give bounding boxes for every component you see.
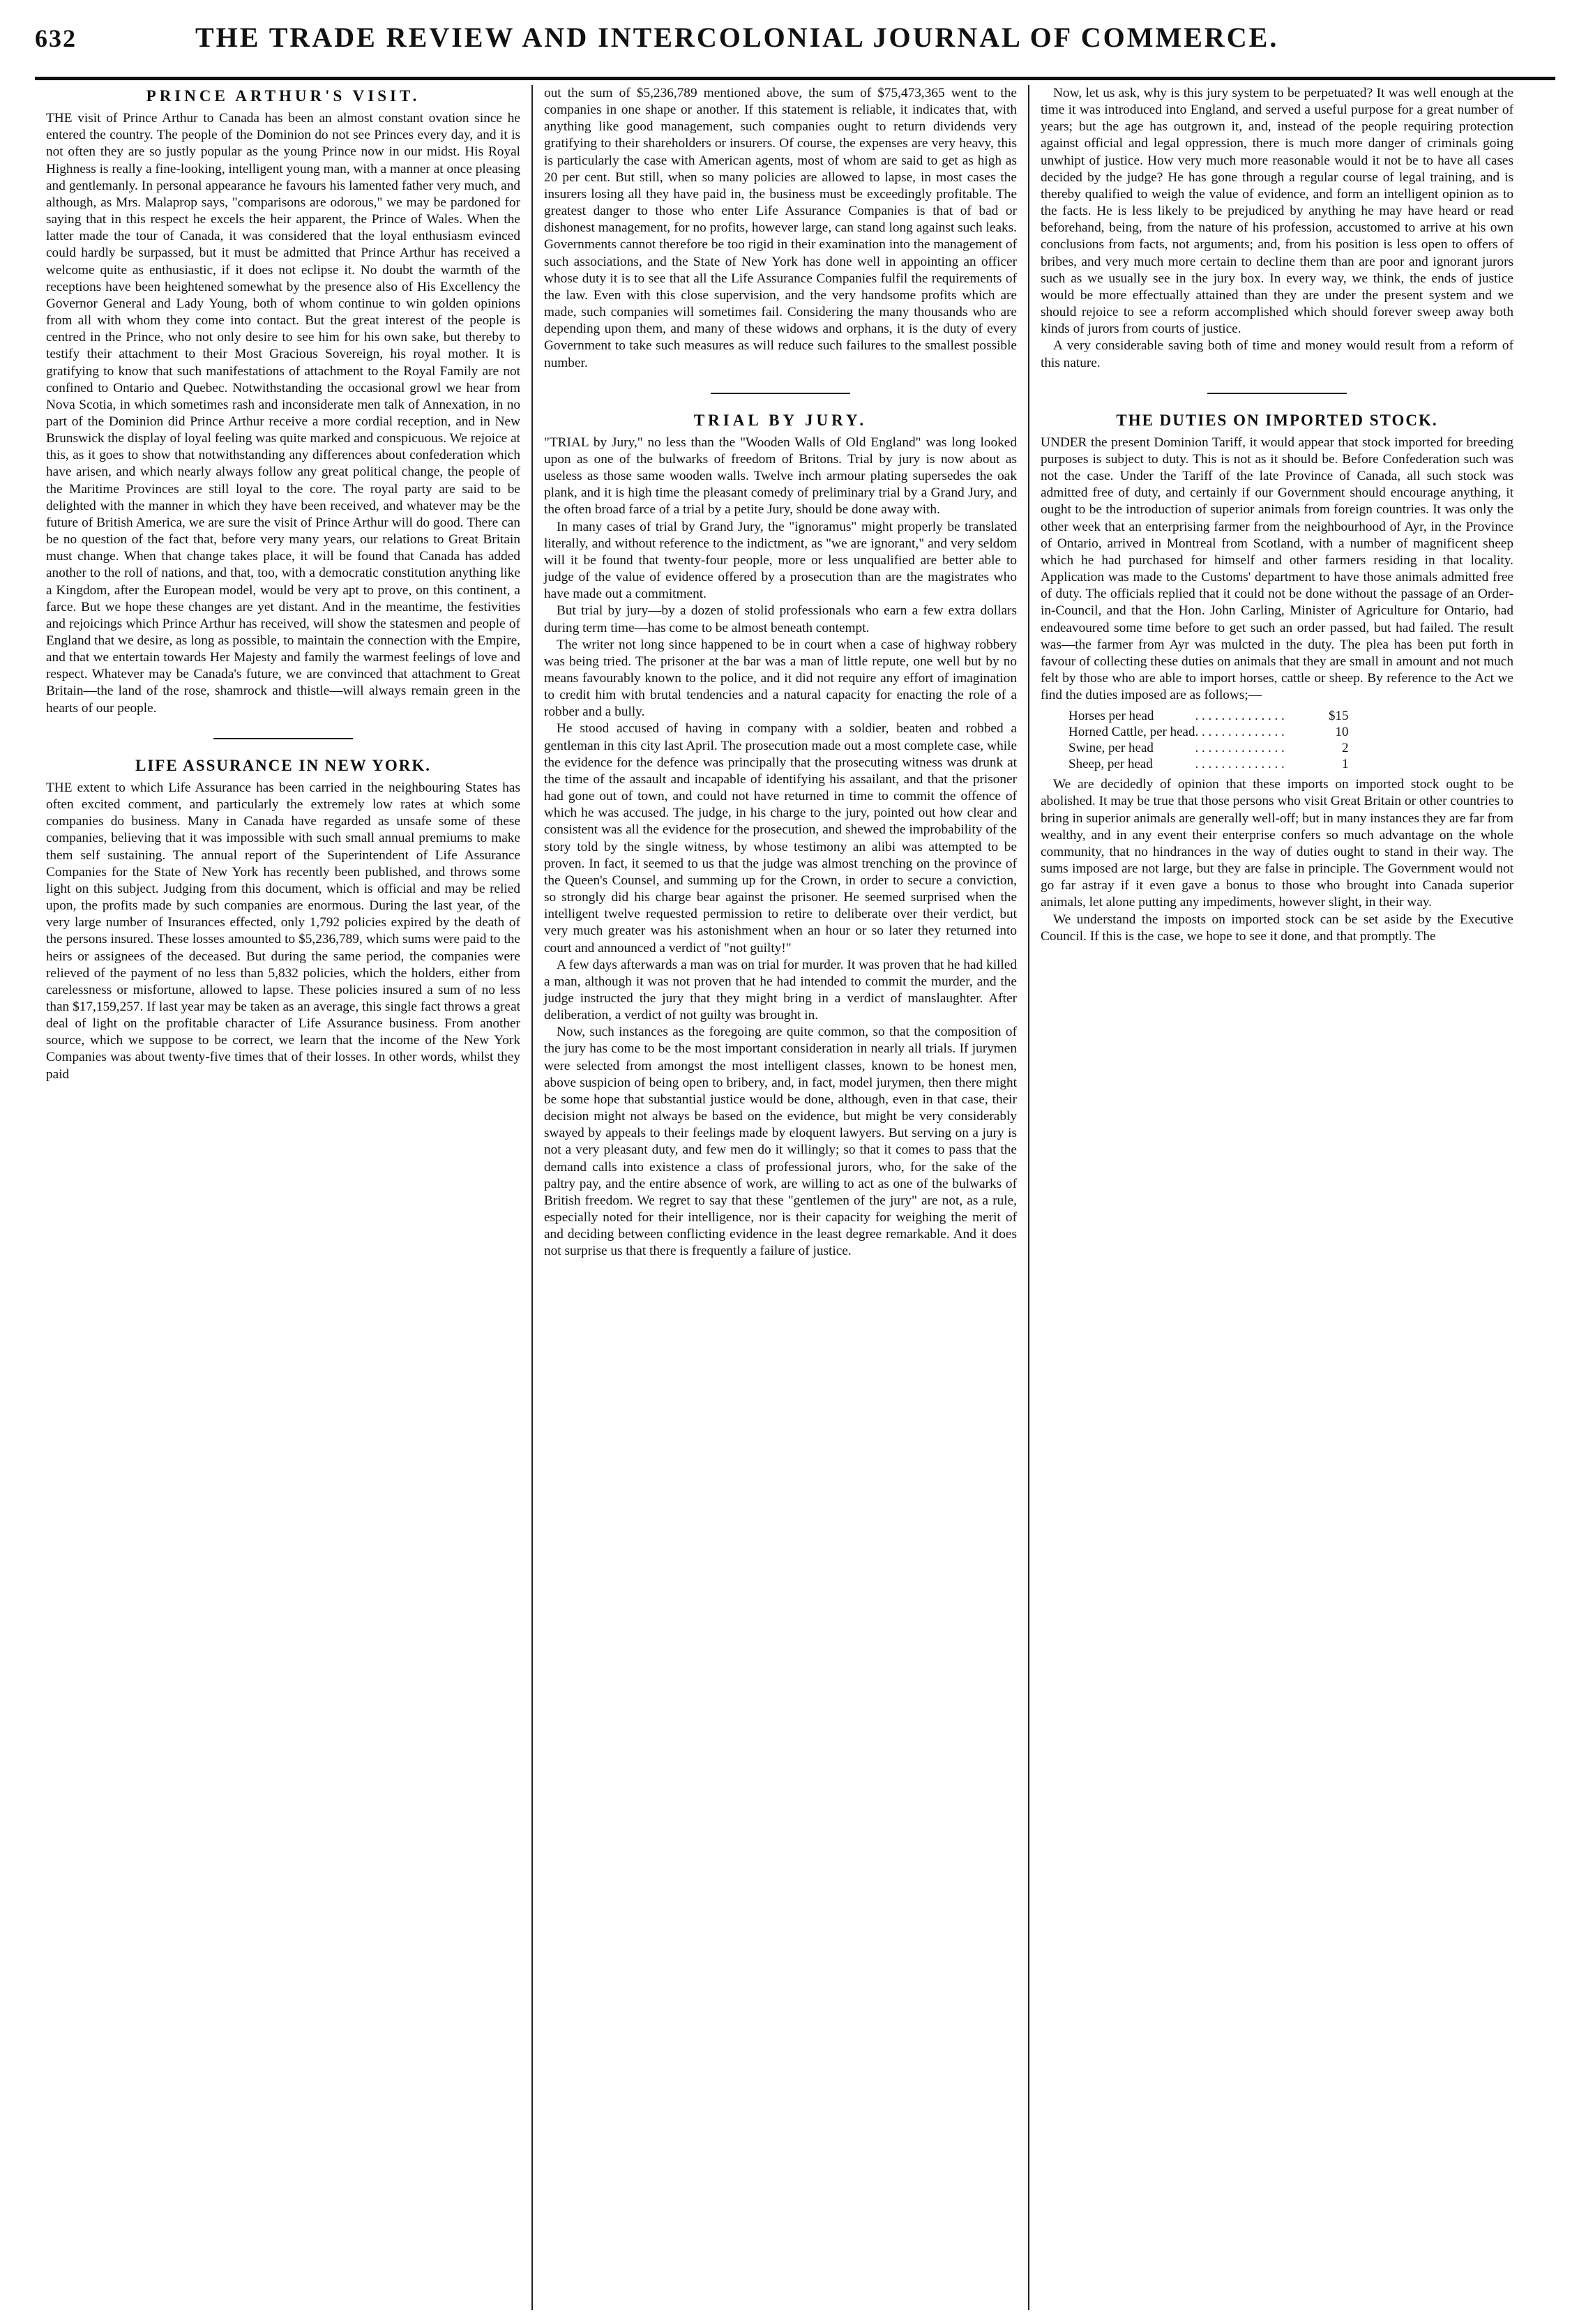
- duty-amount: 2: [1341, 741, 1349, 756]
- article-heading-life-assurance: LIFE ASSURANCE IN NEW YORK.: [135, 756, 431, 774]
- table-row: [1068, 724, 1348, 740]
- article-paragraph: THE extent to which Life Assurance has been carried in the neighbouring States has often excited comment, and particularly the extremely low rates at which some companies do business. Many in Canada have regarded as unsafe some of these companies, believing that it was impossible with such small annual premiums to make them self sustaining. The annual report of the Superintendent of Life Assurance Companies for the State of New York has recently been published, and throws some light on this subject. Judging from this document, which is official and may be relied upon, the profits made by such companies are enormous. During the last year, of the very large number of Insurances effected, only 1,792 policies expired by the death of the persons insured. These losses amounted to $5,236,789, which sums were paid to the heirs or assignees of the deceased. But during the same period, the companies were relieved of the payment of no less than 5,832 policies, which the holders, either from carelessness or misfortune, allowed to lapse. These policies insured a sum of no less than $17,159,257. If last year may be taken as an average, this single fact throws a great deal of light on the profitable character of Life Assurance business. From another source, which we suppose to be correct, we learn that the income of the New York Companies was about twenty-five times that of their losses. In other words, whilst they paid: [46, 780, 520, 1082]
- journal-title: THE TRADE REVIEW AND INTERCOLONIAL JOURNAL OF COMMERCE.: [195, 22, 1279, 53]
- leader-dots: . . . . . . . . . . . . . .: [1195, 725, 1285, 740]
- article-heading-prince-arthur: PRINCE ARTHUR'S VISIT.: [146, 87, 421, 105]
- article-paragraph: The writer not long since happened to be in court when a case of highway robbery was being tried. The prisoner at the bar was a man of little repute, one well but by no means favourably known to the police, and it did not require any effort of imagination to credit him with brutal tendencies and a natural capacity for enacting the role of a robber and a bully.: [544, 637, 1017, 720]
- leader-dots: . . . . . . . . . . . . . .: [1195, 741, 1285, 756]
- article-paragraph: THE visit of Prince Arthur to Canada has been an almost constant ovation since he entered the country. The people of the Dominion do not see Princes every day, and it is not often they are so justly popular as the young Prince now in our midst. His Royal Highness is really a fine-looking, intelligent young man, with a manner at once pleasing and gentlemanly. In personal appearance he favours his lamented father very much, and although, as Mrs. Malaprop says, "comparisons are odorous," we may be pardoned for saying that in this respect he excels the heir apparent, the Prince of Wales. When the latter made the tour of Canada, it was considered that the loyal enthusiasm evinced could hardly be surpassed, but it must be admitted that Prince Arthur has received a welcome quite as enthusiastic, if it does not eclipse it. No doubt the warmth of the receptions have been heightened somewhat by the presence also of His Excellency the Governor General and Lady Young, both of whom continue to win golden opinions from all with whom they come into contact. But the great interest of the people is centred in the Prince, who not only desire to see him for his own sake, but thereby to testify their attachment to their Most Gracious Sovereign, his royal mother. It is gratifying to know that such manifestations of attachment to the Royal Family are not confined to Ontario and Quebec. Notwithstanding the occasional growl we hear from Nova Scotia, in which sometimes rash and inconsiderate men talk of Annexation, in no part of the Dominion did Prince Arthur receive a more cordial reception, and in New Brunswick the display of loyal feeling was quite marked and conspicuous. We rejoice at this, as it goes to show that notwithstanding any differences about confederation which have arisen, and which nearly always follow any great political change, the people of the Maritime Provinces are still loyal to the core. The royal party are said to be delighted with the manner in which they have been received, and whatever may be the future of British America, we are sure the visit of Prince Arthur will do good. There can be no question of the fact that, before very many years, our relations to Great Britain must change. When that change takes place, it will be found that Canada has added another to the roll of nations, and that, too, with a democratic constitution anything like a Kingdom, after the European model, would be very apt to prove, on this continent, a farce. But we hope these changes are yet distant. And in the meantime, the festivities and rejoicings which Prince Arthur has received, will show the statesmen and people of England that we desire, as long as possible, to maintain the connection with the Empire, and that we entertain towards Her Majesty and family the warmest feelings of love and respect. Whatever may be Canada's future, we are convinced that attachment to Great Britain—the land of the rose, shamrock and thistle—will always remain green in the hearts of our people.: [46, 111, 520, 716]
- article-columns: [35, 85, 1555, 2310]
- article-paragraph: He stood accused of having in company with a soldier, beaten and robbed a gentleman in this city last April. The prosecution made out a most complete case, while the evidence for the defence was principally that the prosecuting witness was drunk at the time of the assault and incapable of identifying his assailant, and that the prisoner had gone out of town, and could not have returned in time to commit the offence of which he was accused. The judge, in his charge to the jury, pointed out how clear and consistent was all the evidence for the prosecution, and shewed the improbability of the story told by the single witness, by whose testimony an alibi was attempted to be proven. In fact, it seemed to us that the judge was almost trenching on the province of the Queen's Counsel, and summing up for the Crown, in order to secure a conviction, so strongly did his charge bear against the prisoner. He seemed surprised when the intelligent twelve requested permission to retire to deliberate over their verdict, but very much greater was his astonishment when an hour or so later they returned into court and announced a verdict of "not guilty!": [544, 721, 1017, 956]
- article-paragraph: Now, let us ask, why is this jury system to be perpetuated? It was well enough at the time it was introduced into England, and served a useful purpose for a great number of years; but the age has outgrown it, and, instead of the people requiring protection against official and legal oppression, there is much more danger of criminals going unwhipt of justice. How very much more reasonable would it not be to have all cases decided by the judge? He has gone through a regular course of legal training, and is thereby qualified to weigh the value of evidence, and form an intelligent opinion as to the facts. He is less likely to be prejudiced by anything he may have heard or read beforehand, being, from the nature of his profession, accustomed to arrive at his own conclusions from facts, not arguments; and, from his position is less open to offers of bribes, and very much more certain to decline them than are poor and ignorant jurors such as we usually see in the jury box. In every way, we think, the ends of justice would be more effectually attained than they are under the present system and we should rejoice to see a reform accomplished which should forever sweep away both kinds of jurors from courts of justice.: [1041, 86, 1513, 337]
- leader-dots: . . . . . . . . . . . . . .: [1195, 709, 1285, 724]
- section-divider: [711, 393, 850, 394]
- article-paragraph: But trial by jury—by a dozen of stolid professionals who earn a few extra dollars during term time—has come to be almost beneath contempt.: [544, 603, 1017, 635]
- article-heading-trial-by-jury: TRIAL BY JURY.: [693, 411, 868, 429]
- section-divider: [213, 738, 353, 739]
- article-paragraph: A few days afterwards a man was on trial for murder. It was proven that he had killed a man, although it was not proven that he had intended to commit the murder, and the judge instructed the jury that they might bring in a verdict of manslaughter. After deliberation, a verdict of not guilty was brought in.: [544, 957, 1017, 1023]
- duty-item: Swine, per head: [1068, 741, 1154, 756]
- article-paragraph: UNDER the present Dominion Tariff, it would appear that stock imported for breeding purposes is subject to duty. This is not as it should be. Before Confederation such was not the case. Under the Tariff of the late Province of Canada, all such stock was admitted free of duty, and certainly if our Government should encourage anything, it ought to be the introduction of superior animals from foreign countries. It was only the other week that an enterprising farmer from the neighbourhood of Ayr, in the Province of Ontario, arrived in Montreal from Scotland, with a number of magnificent sheep which he had purchased for himself and other farmers residing in that locality. Application was made to the Customs' department to have those animals admitted free of duty. The officials replied that it could not be done without the passage of an Order-in-Council, and that the Hon. John Carling, Minister of Agriculture for Ontario, had endeavoured some time before to get such an order passed, but had failed. The result was—the farmer from Ayr was mulcted in the duty. The plea has been put forth in favour of collecting these duties on animals that they are small in amount and not much felt by those who are able to import horses, cattle or sheep. By reference to the Act we find the duties imposed are as follows;—: [1041, 435, 1513, 703]
- duty-amount: 1: [1341, 757, 1349, 772]
- table-row: [1068, 740, 1348, 756]
- duty-amount: 10: [1335, 725, 1349, 740]
- duty-item: Sheep, per head: [1068, 757, 1153, 772]
- column-1: [35, 85, 531, 2310]
- duty-item: Horned Cattle, per head: [1068, 725, 1195, 740]
- page-header: [35, 21, 1555, 80]
- article-heading-duties-imported-stock: THE DUTIES ON IMPORTED STOCK.: [1116, 411, 1438, 429]
- newspaper-page: [35, 21, 1555, 2316]
- duty-amount: $15: [1328, 709, 1349, 724]
- article-paragraph: We understand the imposts on imported stock can be set aside by the Executive Council. If this is the case, we hope to see it done, and that promptly. The: [1041, 912, 1513, 944]
- article-paragraph: A very considerable saving both of time and money would result from a reform of this nature.: [1041, 338, 1513, 370]
- table-row: [1068, 756, 1348, 772]
- article-paragraph: Now, such instances as the foregoing are quite common, so that the composition of the jury has come to be the most important consideration in nearly all trials. If jurymen were selected from amongst the most intelligent classes, known to be honest men, above suspicion of being open to bribery, and, in fact, model jurymen, then there might be some hope that substantial justice would be done, although, even in that case, their decision might not always be based on the evidence, but might be very considerably swayed by appeals to their feelings made by eloquent lawyers. But serving on a jury is not a very pleasant duty, and few men do it willingly; so that it comes to pass that the demand calls into existence a class of professional jurors, who, for the sake of the paltry pay, and the entire absence of work, are willing to act as one of the bulwarks of British freedom. We regret to say that these "gentlemen of the jury" are not, as a rule, especially noted for their intelligence, nor is their capacity for weighing the merit of and deciding between conflicting evidence in the least degree remarkable. And it does not surprise us that there is frequently a failure of justice.: [544, 1025, 1017, 1259]
- table-row: [1068, 708, 1348, 724]
- article-paragraph-continued: out the sum of $5,236,789 mentioned above, the sum of $75,473,365 went to the companies in one shape or another. If this statement is reliable, it indicates that, with anything like good management, such companies ought to return dividends very gratifying to their shareholders or insurers. Of course, the expenses are very heavy, this is particularly the case with American agents, most of whom are said to get as high as 20 per cent. But still, when so many policies are allowed to lapse, in most cases the insurers losing all they have paid in, the business must be exceedingly profitable. The greatest danger to those who enter Life Assurance Companies is that of bad or dishonest management, for no profits, however large, can stand long against such leaks. Governments cannot therefore be too rigid in their examination into the management of such associations, and the State of New York has done well in appointing an officer whose duty it is to see that all the Life Assurance Companies fulfil the requirements of the law. Even with this close supervision, and the very handsome profits which are made, such companies will sometimes fail. Considering the many thousands who are depending upon them, and many of these widows and orphans, it is the duty of every Government to take such measures as will reduce such failures to the smallest possible number.: [544, 86, 1017, 370]
- duty-item: Horses per head: [1068, 709, 1154, 724]
- duties-table: [1068, 708, 1348, 772]
- column-2: [531, 85, 1028, 2310]
- article-paragraph: "TRIAL by Jury," no less than the "Wooden Walls of Old England" was long looked upon as one of the bulwarks of freedom of Britons. Trial by jury is now about as useless as those same wooden walls. Twelve inch armour plating supersedes the oak plank, and it is high time the pleasant comedy of preliminary trial by a Grand Jury, and the often broad farce of a trial by a petite Jury, should be done away with.: [544, 435, 1017, 518]
- section-divider: [1207, 393, 1347, 394]
- article-paragraph: In many cases of trial by Grand Jury, the "ignoramus" might properly be translated literally, and without reference to the indictment, as "we are ignorant," and very seldom will it be found that twenty-four people, more or less unqualified are better able to judge of the value of evidence offered by a prosecution than are the magistrates who have made out a commitment.: [544, 519, 1017, 602]
- page-number: 632: [35, 24, 77, 52]
- column-3: [1028, 85, 1525, 2310]
- article-paragraph: We are decidedly of opinion that these imports on imported stock ought to be abolished. It may be true that those persons who visit Great Britain or other countries to bring in superior animals are generally well-off; but in many instances they are far from wealthy, and in any event their enterprise confers so much advantage on the whole community, that no hindrances in the way of duties ought to stand in their way. The sums imposed are not large, but they are false in principle. The Government would not go far astray if it even gave a bonus to those who brought into Canada superior animals, let alone putting any impediments, however slight, in their way.: [1041, 777, 1513, 910]
- leader-dots: . . . . . . . . . . . . . .: [1195, 757, 1285, 772]
